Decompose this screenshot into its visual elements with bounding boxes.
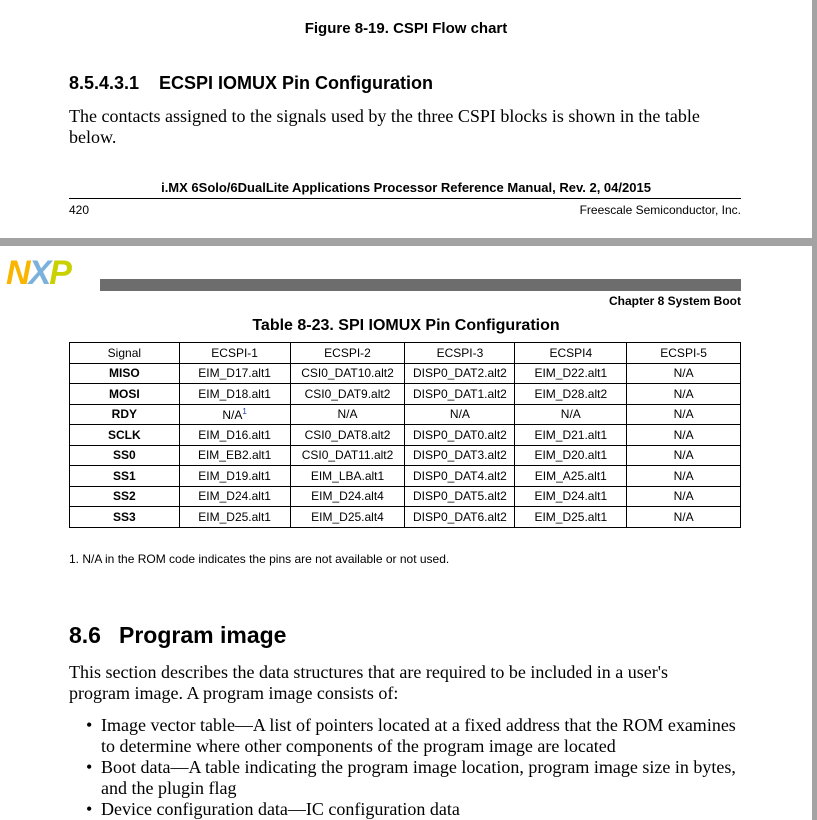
- signal-cell: SS2: [70, 486, 180, 507]
- list-item: • Device configuration data—IC configuration data: [86, 799, 746, 820]
- footer-divider: [69, 198, 741, 199]
- table-cell: DISP0_DAT1.alt2: [405, 384, 515, 405]
- table-cell: N/A: [405, 404, 515, 425]
- page-number: 420: [69, 203, 90, 217]
- table-cell: EIM_D25.alt1: [179, 507, 290, 528]
- table-cell: EIM_D19.alt1: [179, 466, 290, 487]
- table-cell: DISP0_DAT5.alt2: [405, 486, 515, 507]
- body-paragraph: The contacts assigned to the signals used by the three CSPI blocks is shown in the table below.: [69, 106, 700, 147]
- table-row: [70, 384, 741, 405]
- column-header: ECSPI-3: [405, 343, 515, 364]
- table-cell: EIM_LBA.alt1: [290, 466, 405, 487]
- section-heading: [69, 73, 433, 94]
- table-cell: EIM_D24.alt1: [515, 486, 627, 507]
- table-cell: DISP0_DAT6.alt2: [405, 507, 515, 528]
- table-row: [70, 507, 741, 528]
- table-cell: EIM_D17.alt1: [179, 363, 290, 384]
- table-footnote: 1. N/A in the ROM code indicates the pins are not available or not used.: [69, 552, 450, 566]
- table-cell: N/A: [627, 363, 741, 384]
- header-bar: [100, 279, 741, 291]
- table-cell: EIM_EB2.alt1: [179, 445, 290, 466]
- nxp-logo: NXP: [6, 254, 70, 292]
- table-cell: EIM_D21.alt1: [515, 425, 627, 446]
- column-header: ECSPI-2: [290, 343, 405, 364]
- table-cell: EIM_D25.alt1: [515, 507, 627, 528]
- table-cell: CSI0_DAT8.alt2: [290, 425, 405, 446]
- table-cell: EIM_D25.alt4: [290, 507, 405, 528]
- table-row: [70, 466, 741, 487]
- signal-cell: SS0: [70, 445, 180, 466]
- body-paragraph: This section describes the data structures that are required to be included in a user's program image. A program image consists of:: [69, 662, 669, 703]
- section-heading: [69, 622, 286, 649]
- figure-caption: Figure 8-19. CSPI Flow chart: [304, 20, 508, 37]
- table-cell: CSI0_DAT10.alt2: [290, 363, 405, 384]
- spi-iomux-table: [69, 342, 741, 528]
- table-cell: EIM_D24.alt4: [290, 486, 405, 507]
- table-cell: DISP0_DAT2.alt2: [405, 363, 515, 384]
- table-cell: CSI0_DAT9.alt2: [290, 384, 405, 405]
- column-header: Signal: [70, 343, 180, 364]
- cell-value: N/A: [222, 407, 243, 422]
- section-number: 8.5.4.3.1: [69, 73, 140, 93]
- table-cell: EIM_D18.alt1: [179, 384, 290, 405]
- column-header: ECSPI4: [515, 343, 627, 364]
- table-row: [70, 404, 741, 425]
- bullet-list: [86, 715, 746, 820]
- signal-cell: MISO: [70, 363, 180, 384]
- signal-cell: SS3: [70, 507, 180, 528]
- list-item: • Boot data—A table indicating the program image location, program image size in bytes, and the plugin flag: [86, 757, 746, 799]
- table-cell: N/A: [627, 507, 741, 528]
- table-row: [70, 363, 741, 384]
- table-cell: [179, 404, 290, 425]
- signal-cell: SCLK: [70, 425, 180, 446]
- table-cell: N/A: [627, 404, 741, 425]
- table-row: [70, 445, 741, 466]
- table-cell: CSI0_DAT11.alt2: [290, 445, 405, 466]
- table-cell: DISP0_DAT4.alt2: [405, 466, 515, 487]
- table-cell: N/A: [627, 466, 741, 487]
- table-cell: N/A: [515, 404, 627, 425]
- table-cell: N/A: [627, 445, 741, 466]
- table-header-row: [70, 343, 741, 364]
- table-row: [70, 425, 741, 446]
- table-cell: EIM_D20.alt1: [515, 445, 627, 466]
- table-cell: EIM_D24.alt1: [179, 486, 290, 507]
- table-cell: N/A: [290, 404, 405, 425]
- section-title: Program image: [119, 622, 287, 648]
- table-cell: N/A: [627, 486, 741, 507]
- signal-cell: SS1: [70, 466, 180, 487]
- signal-cell: MOSI: [70, 384, 180, 405]
- list-item: • Image vector table—A list of pointers located at a fixed address that the ROM examines to determine where other components of the program image are located: [86, 715, 746, 757]
- table-cell: N/A: [627, 384, 741, 405]
- chapter-label: Chapter 8 System Boot: [608, 294, 741, 308]
- table-cell: EIM_D28.alt2: [515, 384, 627, 405]
- column-header: ECSPI-1: [179, 343, 290, 364]
- table-cell: EIM_D22.alt1: [515, 363, 627, 384]
- section-number: 8.6: [69, 622, 101, 648]
- table-row: [70, 486, 741, 507]
- document-page-next: [0, 246, 812, 820]
- table-cell: N/A: [627, 425, 741, 446]
- table-cell: EIM_A25.alt1: [515, 466, 627, 487]
- manual-footer-title: i.MX 6Solo/6DualLite Applications Processor Reference Manual, Rev. 2, 04/2015: [161, 180, 651, 195]
- table-cell: DISP0_DAT3.alt2: [405, 445, 515, 466]
- table-title: Table 8-23. SPI IOMUX Pin Configuration: [252, 317, 560, 334]
- footer-company: Freescale Semiconductor, Inc.: [579, 203, 741, 217]
- section-title: ECSPI IOMUX Pin Configuration: [159, 73, 433, 93]
- table-cell: EIM_D16.alt1: [179, 425, 290, 446]
- column-header: ECSPI-5: [627, 343, 741, 364]
- table-cell: DISP0_DAT0.alt2: [405, 425, 515, 446]
- signal-cell: RDY: [70, 404, 180, 425]
- footnote-link[interactable]: 1: [242, 406, 247, 416]
- document-page-420: [0, 0, 812, 238]
